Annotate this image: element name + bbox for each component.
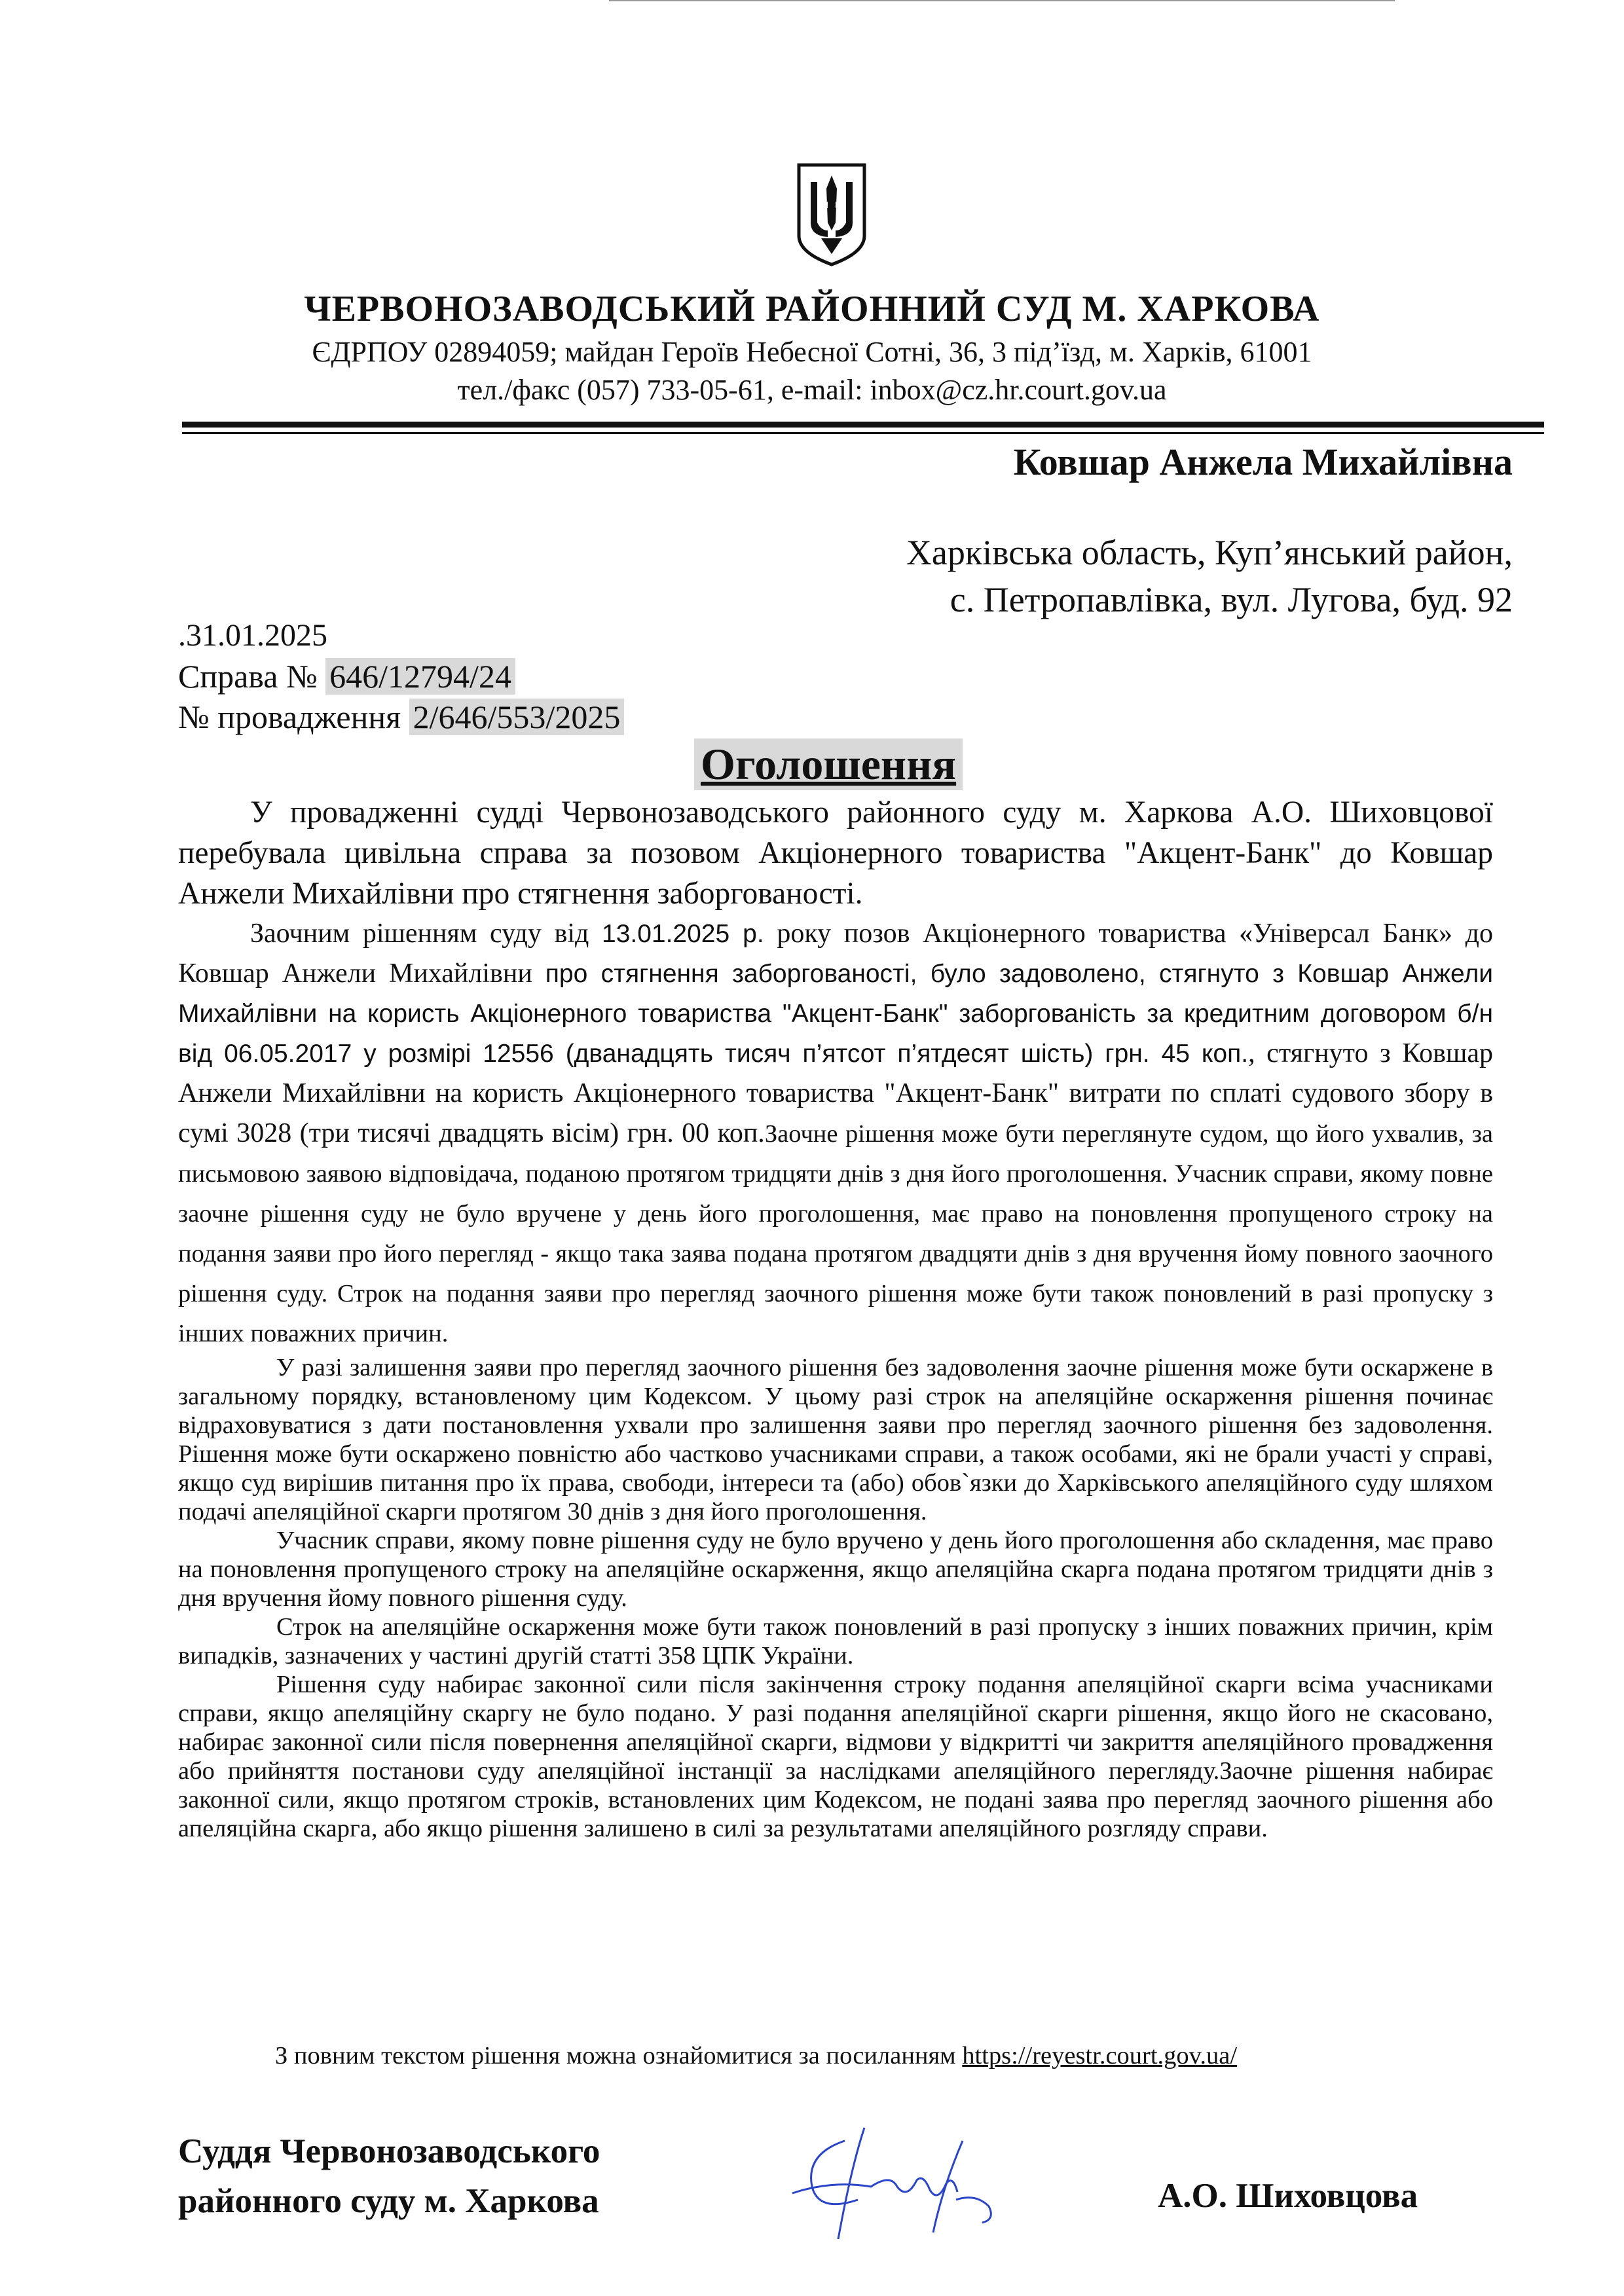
court-name: ЧЕРВОНОЗАВОДСЬКИЙ РАЙОННИЙ СУД М. ХАРКОВА <box>304 289 1320 329</box>
trident-emblem-icon <box>795 162 868 267</box>
paragraph-appeal-order: У разі залишення заяви про перегляд заочного рішення без задоволення заочне рішення може бути оскаржене в загальному порядку, встановленому цим Кодексом. У цьому разі строк на апеляційне оскарження рішення починає відраховуватися з дати постановлення ухвали про залишення заяви про перегляд заочного рішення без задоволення. Рішення може бути оскаржено повністю або частково учасниками справи, а також особами, які не брали участі у справі, якщо суд вирішив питання про їх права, свободи, інтереси та (або) обов`язки до Харківського апеляційного суду шляхом подачі апеляційної скарги протягом 30 днів з дня його проголошення. <box>178 1354 1493 1525</box>
recipient-name: Ковшар Анжела Михайлівна <box>1013 441 1513 483</box>
decision-intro: Заочним рішенням суду від <box>250 919 602 949</box>
recipient-address-line2: с. Петропавлівка, вул. Лугова, буд. 92 <box>950 580 1513 619</box>
paragraph-renewal: Учасник справи, якому повне рішення суду не було вручено у день його проголошення або складення, має право на поновлення пропущеного строку на апеляційне оскарження, якщо апеляційна скарга подана протягом тридцяти днів з дня вручення йому повного рішення суду. <box>178 1527 1493 1612</box>
decision-court-fee: , стягнуто з Ковшар Анжели Михайлівни на користь Акціонерного товариства "Акцент-Банк" витрати по сплаті судового збору в сумі 3028 (три тисячі двадцять вісім) грн. 00 коп. <box>178 1038 1494 1148</box>
registry-text: З повним текстом рішення можна ознайомитися за посиланням <box>275 2042 963 2069</box>
paragraph-case-intro: У провадженні судді Червонозаводського районного суду м. Харкова А.О. Шиховцової перебувала цивільна справа за позовом Акціонерного товариства "Акцент-Банк" до Ковшар Анжели Михайлівни про стягнення заборгованості. <box>178 795 1493 911</box>
case-number-label: Справа № <box>178 658 318 695</box>
handwritten-signature <box>766 2115 1015 2252</box>
registry-line <box>275 2041 1237 2070</box>
announcement-title: Оголошення <box>694 738 963 790</box>
decision-date: 13.01.2025 р. <box>602 920 764 948</box>
recipient-address-line1: Харківська область, Куп’янський район, <box>906 533 1513 572</box>
judge-name: А.О. Шиховцова <box>1158 2177 1418 2215</box>
case-number: 646/12794/24 <box>325 658 515 695</box>
court-address: ЄДРПОУ 02894059; майдан Героїв Небесної Сотні, 36, 3 під’їзд, м. Харків, 61001 <box>312 336 1312 368</box>
case-meta <box>178 615 624 737</box>
case-number-line <box>178 656 624 697</box>
registry-link[interactable]: https://reyestr.court.gov.ua/ <box>962 2042 1238 2069</box>
announcement-body <box>178 792 1493 1843</box>
decision-debt: про стягнення заборгованості, було задоволено, стягнуто з Ковшар Анжели Михайлівни на користь Акціонерного товариства "Акцент-Банк" заборгованість за кредитним договором б/н від 06.05.2017 у розмірі 12556 (дванадцять тисяч п’ятсот п’ятдесят шість) грн. 45 коп. <box>178 960 1493 1068</box>
proceeding-number-line <box>178 697 624 737</box>
paragraph-decision <box>178 914 1493 1353</box>
decision-review-terms: Заочне рішення може бути переглянуте судом, що його ухвалив, за письмовою заявою відповідача, поданою протягом тридцяти днів з дня його проголошення. Учасник справи, якому повне заочне рішення суду не було вручене у день його проголошення, має право на поновлення пропущеного строку на подання заяви про його перегляд - якщо така заява подана протягом двадцяти днів з дня вручення йому повного заочного рішення суду. Строк на подання заяви про перегляд заочного рішення може бути також поновлений в разі пропуску з інших поважних причин. <box>178 1120 1493 1347</box>
judge-title <box>178 2126 600 2226</box>
judge-title-line2: районного суду м. Харкова <box>178 2182 599 2220</box>
paragraph-appeal-term: Строк на апеляційне оскарження може бути також поновлений в разі пропуску з інших поважних причин, крім випадків, зазначених у частині другій статті 358 ЦПК України. <box>178 1613 1493 1669</box>
scan-edge-line <box>609 0 1395 1</box>
proceeding-number: 2/646/553/2025 <box>409 699 625 735</box>
header-divider-thick <box>182 422 1544 428</box>
court-contacts: тел./факс (057) 733-05-61, e-mail: inbox@cz.hr.court.gov.ua <box>457 374 1167 406</box>
decision-claim: року позов Акціонерного товариства «Універсал Банк» до Ковшар Анжели Михайлівни <box>178 919 1493 989</box>
proceeding-number-label: № провадження <box>178 699 401 735</box>
recipient-address <box>727 529 1513 623</box>
header-divider-thin <box>182 432 1544 434</box>
paragraph-legal-force: Рішення суду набирає законної сили після закінчення строку подання апеляційної скарги всіма учасниками справи, якщо апеляційну скаргу не було подано. У разі подання апеляційної скарги рішення, якщо його не скасовано, набирає законної сили після повернення апеляційної скарги, відмови у відкритті чи закриття апеляційного провадження або прийняття постанови суду апеляційної інстанції за наслідками апеляційного перегляду.Заочне рішення набирає законної сили, якщо протягом строків, встановлених цим Кодексом, не подані заява про перегляд заочного рішення або апеляційна скарга, або якщо рішення залишено в силі за результатами апеляційного розгляду справи. <box>178 1671 1493 1842</box>
judge-title-line1: Суддя Червонозаводського <box>178 2132 600 2170</box>
document-date: .31.01.2025 <box>178 618 327 653</box>
